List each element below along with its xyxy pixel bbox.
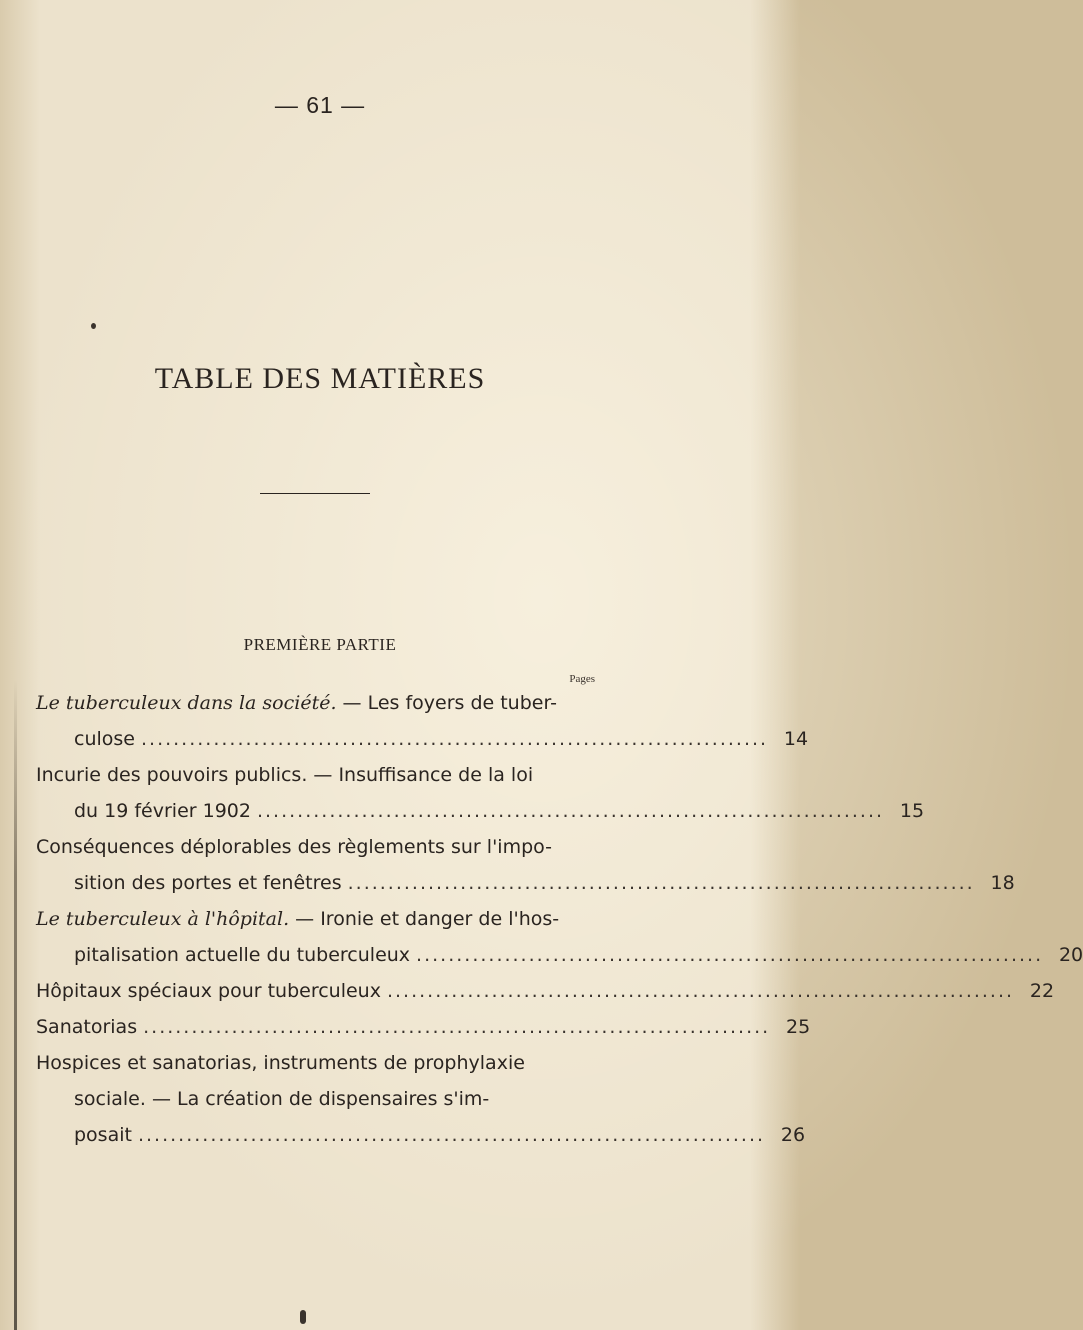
toc-entry-text: — Ironie et danger de l'hos- — [289, 908, 560, 930]
toc-page-number: 18 — [990, 872, 1015, 894]
toc-entry-continuation — [74, 1117, 806, 1153]
toc-entry-line — [0, 901, 600, 937]
toc-entry-text: Hôpitaux spéciaux pour tuberculeux — [36, 980, 381, 1002]
toc-entry-line — [0, 829, 600, 865]
dot-leader: .............................................................................. — [256, 800, 885, 822]
toc-entry-text: pitalisation actuelle du tuberculeux — [74, 944, 411, 966]
toc-entry-text: Conséquences déplorables des règlements sur l'impo- — [36, 836, 552, 858]
title-divider — [260, 493, 370, 494]
page-title: TABLE DES MATIÈRES — [154, 362, 486, 395]
toc-entry-text: sition des portes et fenêtres — [74, 872, 342, 894]
toc-entry-line — [0, 685, 600, 721]
toc-entry-text: Sanatorias — [36, 1016, 138, 1038]
toc-entry-continuation — [74, 721, 809, 757]
toc-entry-text: — Les foyers de tuber- — [336, 692, 557, 714]
dot-leader: .............................................................................. — [347, 872, 975, 894]
toc-page-number: 14 — [783, 728, 809, 750]
dot-leader: .............................................................................. — [140, 728, 769, 750]
toc-entry-text: Hospices et sanatorias, instruments de prophylaxie — [36, 1052, 525, 1074]
toc-page-number: 20 — [1058, 944, 1083, 966]
toc-entry-line — [0, 757, 600, 793]
pages-column-label: Pages — [569, 673, 595, 685]
toc-entry-continuation — [74, 865, 1015, 901]
ink-speck — [91, 323, 96, 329]
dot-leader: .............................................................................. — [137, 1124, 766, 1146]
toc-entry-line — [0, 1045, 600, 1081]
dot-leader: .............................................................................. — [143, 1016, 771, 1038]
ink-speck — [300, 1310, 306, 1324]
toc-entry-text: Incurie des pouvoirs publics. — Insuffisance de la loi — [36, 764, 534, 786]
toc-entry-line — [36, 973, 1055, 1009]
toc-page-number: 26 — [780, 1124, 806, 1146]
dot-leader: .............................................................................. — [386, 980, 1015, 1002]
toc-entry-continuation — [74, 937, 1083, 973]
toc-entry-text: sociale. — La création de dispensaires s'im- — [74, 1088, 490, 1110]
toc-entry-italic: Le tuberculeux dans la société. — [36, 692, 337, 714]
toc-entry-text: posait — [74, 1124, 132, 1146]
toc-entry-continuation — [0, 1081, 600, 1117]
page-number: — 61 — — [274, 92, 366, 118]
part-heading: PREMIÈRE PARTIE — [243, 635, 397, 654]
toc-entry-text: culose — [74, 728, 135, 750]
toc-page-number: 25 — [786, 1016, 811, 1038]
toc-page-number: 22 — [1029, 980, 1055, 1002]
toc-page-number: 15 — [899, 800, 925, 822]
toc-entry-continuation — [74, 793, 925, 829]
toc-entry-italic: Le tuberculeux à l'hôpital. — [36, 908, 290, 930]
dot-leader: .............................................................................. — [416, 944, 1044, 966]
toc-entry-text: du 19 février 1902 — [74, 800, 251, 822]
toc-entry-line — [36, 1009, 811, 1045]
